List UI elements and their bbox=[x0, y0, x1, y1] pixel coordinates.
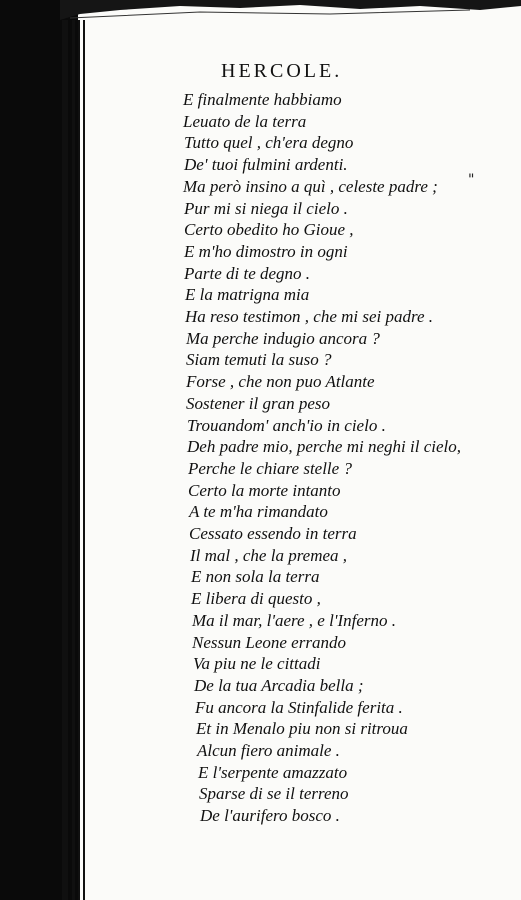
verse-line: Leuato de la terra bbox=[183, 112, 307, 131]
verse-line: E non sola la terra bbox=[191, 567, 320, 586]
verse-line: Forse , che non puo Atlante bbox=[186, 372, 375, 391]
verse-line: Cessato essendo in terra bbox=[189, 524, 357, 543]
verse-line: Fu ancora la Stinfalide ferita . bbox=[195, 698, 403, 717]
verse-line: Va piu ne le cittadi bbox=[193, 654, 321, 673]
verse-line: Trouandom' anch'io in cielo . bbox=[187, 416, 386, 435]
verse-line: Ma perche indugio ancora ? bbox=[186, 329, 380, 348]
verse-line: Ma però insino a quì , celeste padre ; bbox=[183, 177, 438, 196]
verse-line: Certo obedito ho Gioue , bbox=[184, 220, 354, 239]
verse-line: Il mal , che la premea , bbox=[190, 546, 348, 565]
verse-line: Ma il mar, l'aere , e l'Inferno . bbox=[192, 611, 396, 630]
verse-line: E l'serpente amazzato bbox=[198, 763, 348, 782]
catchword-mark: " bbox=[468, 172, 475, 188]
verse-line: Perche le chiare stelle ? bbox=[188, 459, 352, 478]
verse-line: Certo la morte intanto bbox=[188, 481, 341, 500]
verse-line: E m'ho dimostro in ogni bbox=[184, 242, 348, 261]
verse-line: Pur mi si niega il cielo . bbox=[184, 199, 348, 218]
verse-line: E la matrigna mia bbox=[185, 285, 310, 304]
verse-line: De' tuoi fulmini ardenti. bbox=[184, 155, 348, 174]
verse-line: Deh padre mio, perche mi neghi il cielo, bbox=[187, 437, 461, 456]
verse-line: Nessun Leone errando bbox=[192, 633, 346, 652]
verse-line: Ha reso testimon , che mi sei padre . bbox=[185, 307, 434, 326]
verse-line: De la tua Arcadia bella ; bbox=[194, 676, 364, 695]
verse-line: A te m'ha rimandato bbox=[189, 502, 328, 521]
verse-line: Alcun fiero animale . bbox=[197, 741, 340, 760]
verse-line: Parte di te degno . bbox=[184, 264, 311, 283]
verse-line: E finalmente habbiamo bbox=[183, 90, 342, 109]
verse-line: Sparse di se il terreno bbox=[199, 784, 349, 803]
verse-line: De l'aurifero bosco . bbox=[200, 806, 340, 825]
verse-line: Tutto quel , ch'era degno bbox=[184, 133, 354, 152]
verse-line: Et in Menalo piu non si ritroua bbox=[196, 719, 408, 738]
page-title: HERCOLE. bbox=[221, 60, 343, 82]
verse-line: E libera di questo , bbox=[191, 589, 321, 608]
verse-line: Sostener il gran peso bbox=[186, 394, 331, 413]
verse-line: Siam temuti la suso ? bbox=[186, 350, 332, 369]
